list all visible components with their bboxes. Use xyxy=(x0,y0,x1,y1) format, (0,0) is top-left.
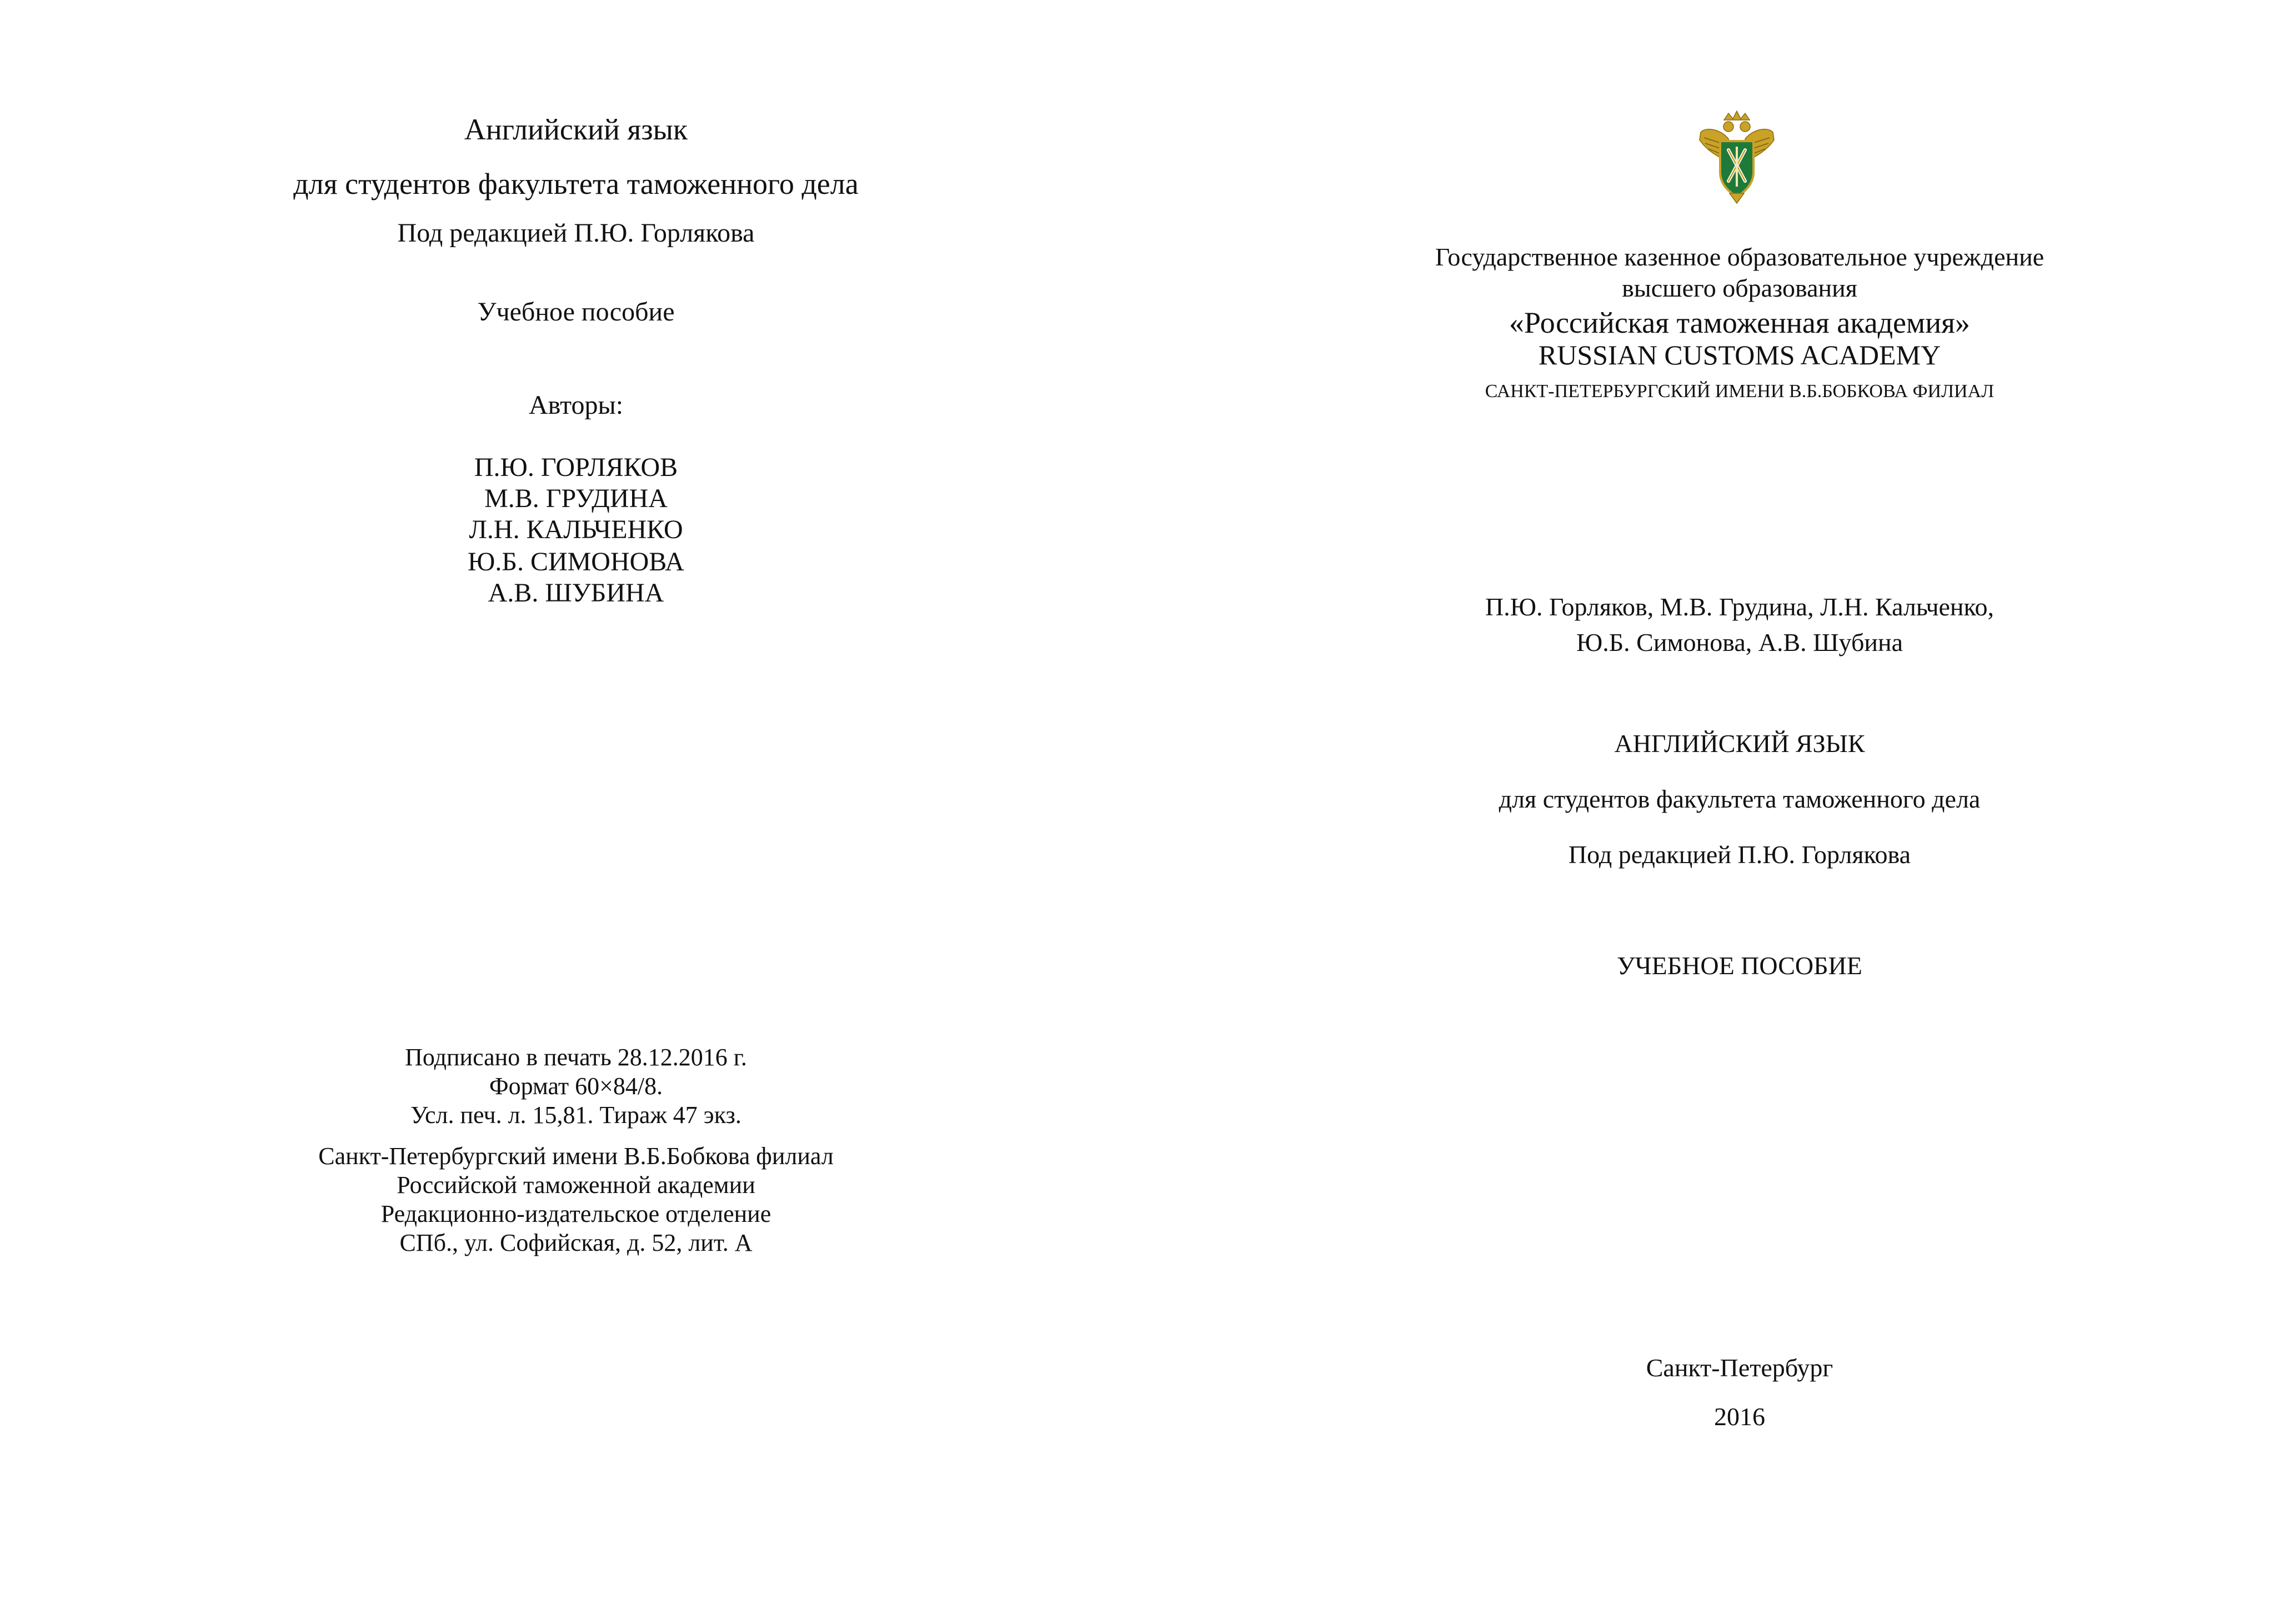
authors-line1: П.Ю. Горляков, М.В. Грудина, Л.Н. Кальченко, xyxy=(1485,593,1995,621)
left-editor: Под редакцией П.Ю. Горлякова xyxy=(397,218,755,248)
left-doc-type: Учебное пособие xyxy=(477,297,675,327)
publisher-info-line: Санкт-Петербургский имени В.Б.Бобкова филиал xyxy=(318,1142,834,1170)
russian-customs-emblem-icon xyxy=(1690,110,1784,204)
left-author-item: А.В. ШУБИНА xyxy=(488,578,664,608)
publisher-info-line: Российской таможенной академии xyxy=(397,1171,755,1199)
left-title: Английский язык xyxy=(464,113,688,146)
right-page xyxy=(1148,0,2295,1624)
book-editor: Под редакцией П.Ю. Горлякова xyxy=(1568,840,1911,869)
academy-name-ru: «Российская таможенная академия» xyxy=(1509,306,1970,339)
publication-city: Санкт-Петербург xyxy=(1646,1354,1833,1382)
print-info-line: Усл. печ. л. 15,81. Тираж 47 экз. xyxy=(410,1101,741,1129)
left-subtitle: для студентов факультета таможенного дела xyxy=(293,167,859,201)
left-author-item: П.Ю. ГОРЛЯКОВ xyxy=(474,453,678,482)
institution-line2: высшего образования xyxy=(1622,274,1857,302)
book-subtitle: для студентов факультета таможенного дела xyxy=(1499,785,1981,813)
left-author-item: Л.Н. КАЛЬЧЕНКО xyxy=(469,515,683,544)
print-info-line: Формат 60×84/8. xyxy=(489,1072,663,1100)
print-info-line: Подписано в печать 28.12.2016 г. xyxy=(405,1044,747,1071)
book-title: АНГЛИЙСКИЙ ЯЗЫК xyxy=(1614,729,1865,758)
left-author-item: Ю.Б. СИМОНОВА xyxy=(468,547,684,577)
branch-name: САНКТ-ПЕТЕРБУРГСКИЙ ИМЕНИ В.Б.БОБКОВА ФИЛИАЛ xyxy=(1485,381,1995,402)
institution-line1: Государственное казенное образовательное учреждение xyxy=(1435,243,2045,271)
academy-name-en: RUSSIAN CUSTOMS ACADEMY xyxy=(1538,339,1941,370)
authors-line2: Ю.Б. Симонова, А.В. Шубина xyxy=(1576,628,1903,656)
book-doc-type: УЧЕБНОЕ ПОСОБИЕ xyxy=(1617,951,1862,980)
left-author-item: М.В. ГРУДИНА xyxy=(484,484,668,513)
publication-year: 2016 xyxy=(1714,1402,1765,1431)
left-authors-label: Авторы: xyxy=(528,390,624,420)
publisher-info-line: Редакционно-издательское отделение xyxy=(380,1200,771,1227)
publisher-info-line: СПб., ул. Софийская, д. 52, лит. А xyxy=(399,1229,753,1256)
